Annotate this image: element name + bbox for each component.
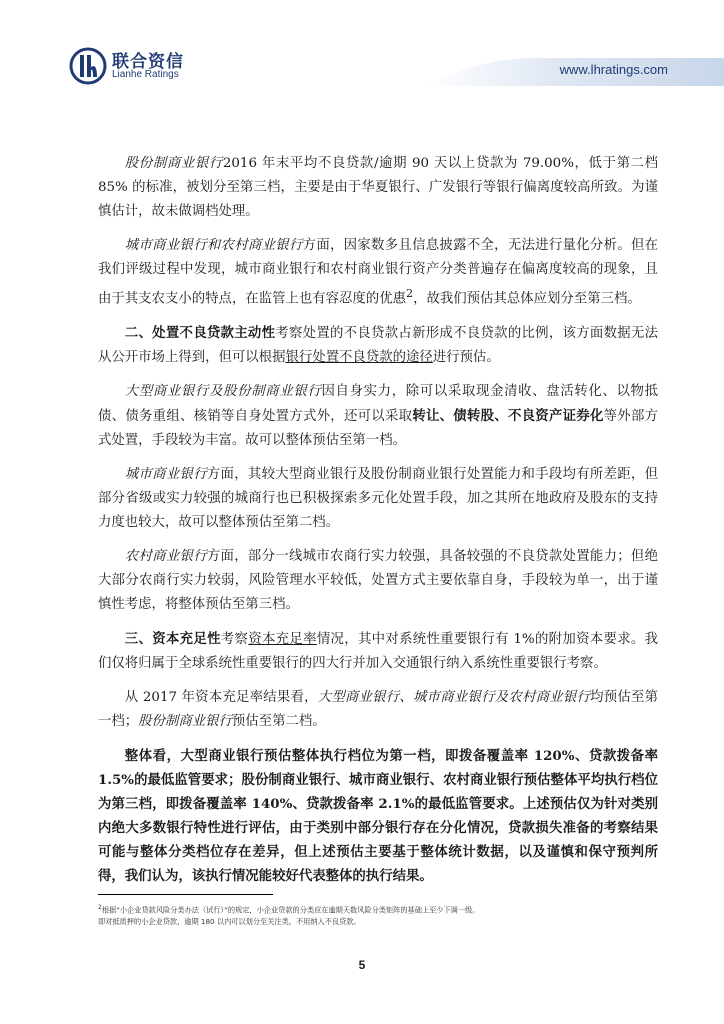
paragraph-large-banks [98, 380, 658, 453]
footnote-divider [98, 894, 273, 895]
paragraph-text: 考察处置的不良贷款占新形成不良贷款的比例，该方面数据无法从公开市场上得到，但可以根据 [98, 326, 659, 366]
page-header [0, 0, 724, 100]
paragraph-disposal-initiative [98, 321, 658, 370]
website-link[interactable]: www.lhratings.com [559, 62, 668, 77]
footnote-line: 即对抵质押的小企业贷款，逾期 180 以内可以划分至关注类，不用纳入不良贷款。 [98, 917, 361, 927]
term-large-joint-banks: 大型商业银行及股份制商业银行 [124, 384, 322, 400]
term-city-banks: 城市商业银行 [124, 467, 207, 483]
paragraph-text: 从 2017 年资本充足率结果看， [124, 690, 318, 706]
underlined-term: 资本充足率 [248, 632, 317, 648]
footnote-line: 根据“小企业贷款风险分类办法（试行）”的规定，小企业贷款的分类应在逾期天数风险分类矩阵的基础上至少下调一级。 [101, 905, 480, 915]
document-body [98, 152, 658, 898]
term-rural-banks: 农村商业银行 [124, 549, 207, 565]
paragraph-text: 方面，部分一线城市农商行实力较强，具备较强的不良贷款处置能力；但绝大部分农商行实力较弱，风险管理水平较低，处置方式主要依靠自身，手段较为单一，出于谨慎性考虑，将整体预估至第三档。 [98, 549, 658, 613]
paragraph-text: 均预估至第一档； [98, 690, 659, 730]
paragraph-joint-stock-banks [98, 152, 658, 224]
term-joint-stock-banks: 股份制商业银行 [138, 714, 232, 730]
brand-name-en: Lianhe Ratings [112, 69, 179, 80]
paragraph-text: ，故我们预估其总体应划分至第三档。 [413, 291, 641, 307]
paragraph-rural-banks [98, 545, 658, 617]
term-bank-groups: 大型商业银行、城市商业银行及农村商业银行 [317, 690, 591, 706]
paragraph-text: 情况，其中对系统性重要银行有 1%的附加资本要求。我们仅将归属于全球系统性重要银行的四大行并加入交通银行纳入系统性重要银行考察。 [98, 632, 659, 672]
paragraph-2017-results [98, 686, 658, 734]
paragraph-text: 进行预估。 [432, 350, 500, 366]
paragraph-text: 方面，其较大型商业银行及股份制商业银行处置能力和手段均有所差距，但部分省级或实力较强的城商行也已积极探索多元化处置手段，加之其所在地政府及股东的支持力度也较大，故可以整体预估至第二档。 [98, 467, 658, 531]
bold-term-external-methods: 转让、债转股、不良资产证券化 [412, 408, 604, 425]
page-number: 5 [358, 958, 366, 972]
section-heading-disposal: 二、处置不良贷款主动性 [124, 325, 276, 342]
footnote-ref[interactable]: 2 [405, 287, 414, 300]
paragraph-city-banks [98, 463, 658, 535]
paragraph-text: 考察 [220, 632, 249, 648]
paragraph-summary: 整体看，大型商业银行预估整体执行档位为第一档，即拨备覆盖率 120%、贷款拨备率 1.5%的最低监管要求；股份制商业银行、城市商业银行、农村商业银行预估整体平均执行档位为第三档，即拨备覆盖率 140%、贷款拨备率 2.1%的最低监管要求。上述预估仅为针对类别内绝大多数银行特性进行评估，由于类别中部分银行存在分化情况，贷款损失准备的考察结果可能与整体分类档位存在差异，但上述预估主要基于整体统计数据，以及谨慎和保守预判所得，我们认为，该执行情况能较好代表整体的执行结果。 [98, 748, 658, 885]
paragraph-text: 因自身实力，除可以采取现金清收、盘活转化、以物抵债、债务重组、核销等自身处置方式外，还可以采取 [98, 384, 658, 425]
term-city-rural-banks: 城市商业银行和农村商业银行 [124, 238, 303, 253]
paragraph-text: 2016 年末平均不良贷款/逾期 90 天以上贷款为 79.00%，低于第二档 85% 的标准，被划分至第三档，主要是由于华夏银行、广发银行等银行偏离度较高所致。为谨慎估计，故未做调档处理。 [98, 156, 658, 219]
paragraph-city-rural-banks [98, 234, 658, 311]
section-heading-capital: 三、资本充足性 [124, 631, 221, 648]
lianhe-logo-icon [68, 46, 108, 86]
term-joint-stock-banks: 股份制商业银行 [124, 156, 223, 171]
paragraph-capital-adequacy [98, 627, 658, 676]
paragraph-text: 预估至第二档。 [231, 714, 326, 730]
underlined-term: 银行处置不良贷款的途径 [285, 350, 433, 366]
paragraph-text: 方面，因家数多且信息披露不全，无法进行量化分析。但在我们评级过程中发现，城市商业银行和农村商业银行资产分类普遍存在偏离度较高的现象，且由于其支农支小的特点，在监管上也有容忍度的优惠 [98, 238, 659, 307]
brand-name-cn: 联合资信 [112, 52, 184, 72]
footnote [98, 902, 658, 928]
paragraph-text: 等外部方式处置，手段较为丰富。故可以整体预估至第一档。 [98, 409, 659, 449]
footnote-marker: 2 [98, 904, 102, 911]
